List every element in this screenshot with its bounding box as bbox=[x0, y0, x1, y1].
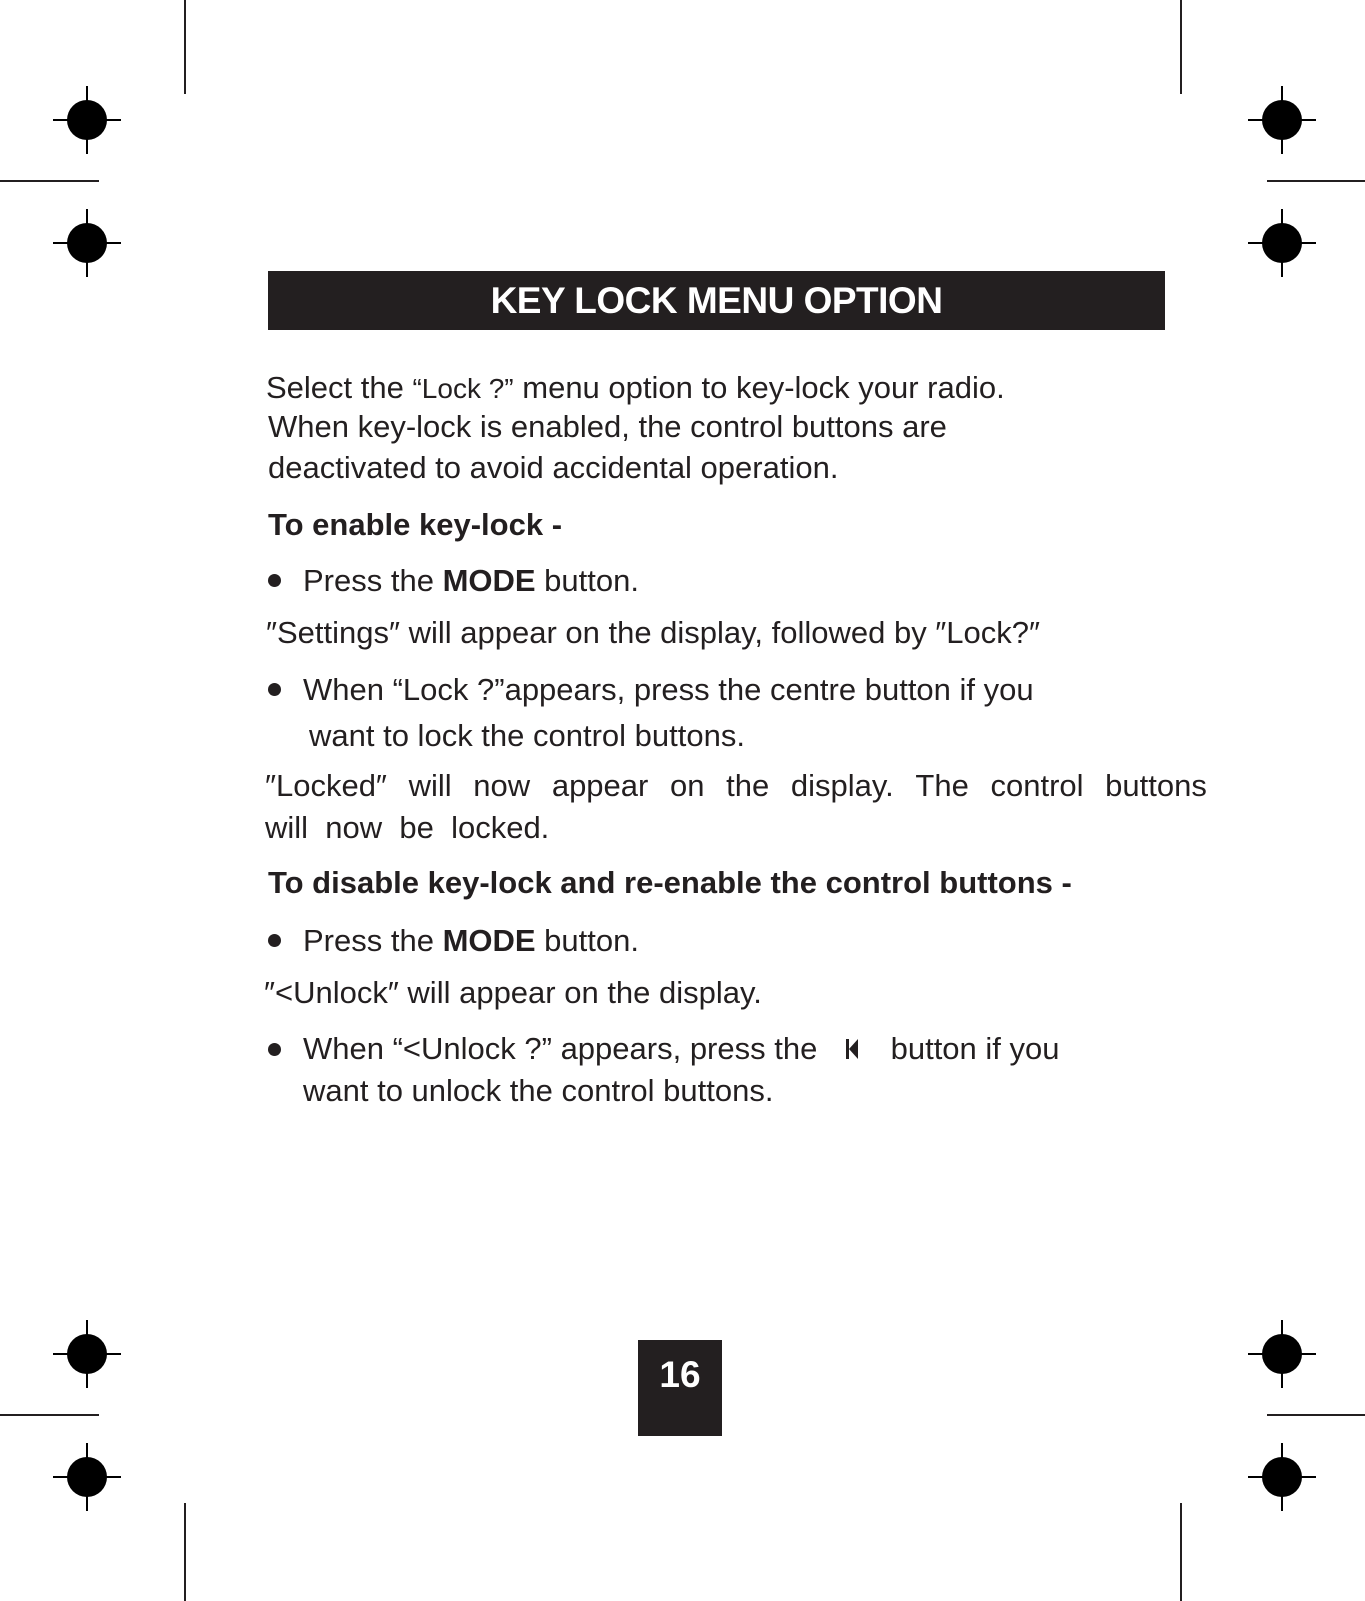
section-title: KEY LOCK MENU OPTION bbox=[490, 279, 943, 321]
page-number-box bbox=[638, 1340, 722, 1436]
intro-line: deactivated to avoid accidental operation. bbox=[268, 450, 839, 485]
settings-display-note: ″Settings″ will appear on the display, followed by ″Lock?″ bbox=[266, 615, 1040, 650]
bullet bbox=[268, 934, 281, 947]
registration-mark bbox=[1248, 1320, 1316, 1388]
crop-mark bbox=[1267, 180, 1365, 182]
locked-note-line-2: will now be locked. bbox=[265, 810, 550, 845]
crop-mark bbox=[0, 180, 99, 182]
enable-step-1: Press the MODE button. bbox=[303, 563, 639, 598]
page-number: 16 bbox=[659, 1354, 701, 1395]
crop-mark bbox=[184, 0, 186, 94]
crop-mark bbox=[0, 1414, 99, 1416]
crop-mark bbox=[184, 1503, 186, 1601]
registration-mark bbox=[53, 1443, 121, 1511]
crop-mark bbox=[1267, 1414, 1365, 1416]
bullet bbox=[268, 683, 281, 696]
registration-mark bbox=[1248, 1443, 1316, 1511]
disable-step-1: Press the MODE button. bbox=[303, 923, 639, 958]
intro-line: When key-lock is enabled, the control buttons are bbox=[268, 409, 947, 444]
bullet bbox=[268, 1043, 281, 1056]
intro-line: Select the “Lock ?” menu option to key-lock your radio. bbox=[266, 370, 1005, 405]
unlock-display-note: ″<Unlock″ will appear on the display. bbox=[264, 975, 762, 1010]
registration-mark bbox=[53, 1320, 121, 1388]
disable-step-2: When “<Unlock ?” appears, press the button if you bbox=[303, 1031, 1060, 1066]
crop-mark bbox=[1180, 1503, 1182, 1601]
registration-mark bbox=[53, 86, 121, 154]
locked-note-line-1: ″Locked″ will now appear on the display. The control buttons bbox=[265, 768, 1207, 803]
registration-mark bbox=[1248, 86, 1316, 154]
registration-mark bbox=[53, 209, 121, 277]
disable-step-2-cont: want to unlock the control buttons. bbox=[303, 1073, 774, 1108]
section-title-banner bbox=[268, 271, 1165, 330]
disable-heading: To disable key-lock and re-enable the control buttons - bbox=[268, 865, 1072, 900]
crop-mark bbox=[1180, 0, 1182, 94]
enable-step-2-cont: want to lock the control buttons. bbox=[309, 718, 745, 753]
skip-back-icon bbox=[844, 1035, 860, 1066]
registration-mark bbox=[1248, 209, 1316, 277]
locked-note bbox=[265, 770, 1207, 843]
enable-heading: To enable key-lock - bbox=[268, 507, 563, 542]
bullet bbox=[268, 574, 281, 587]
enable-step-2: When “Lock ?”appears, press the centre button if you bbox=[303, 672, 1034, 707]
